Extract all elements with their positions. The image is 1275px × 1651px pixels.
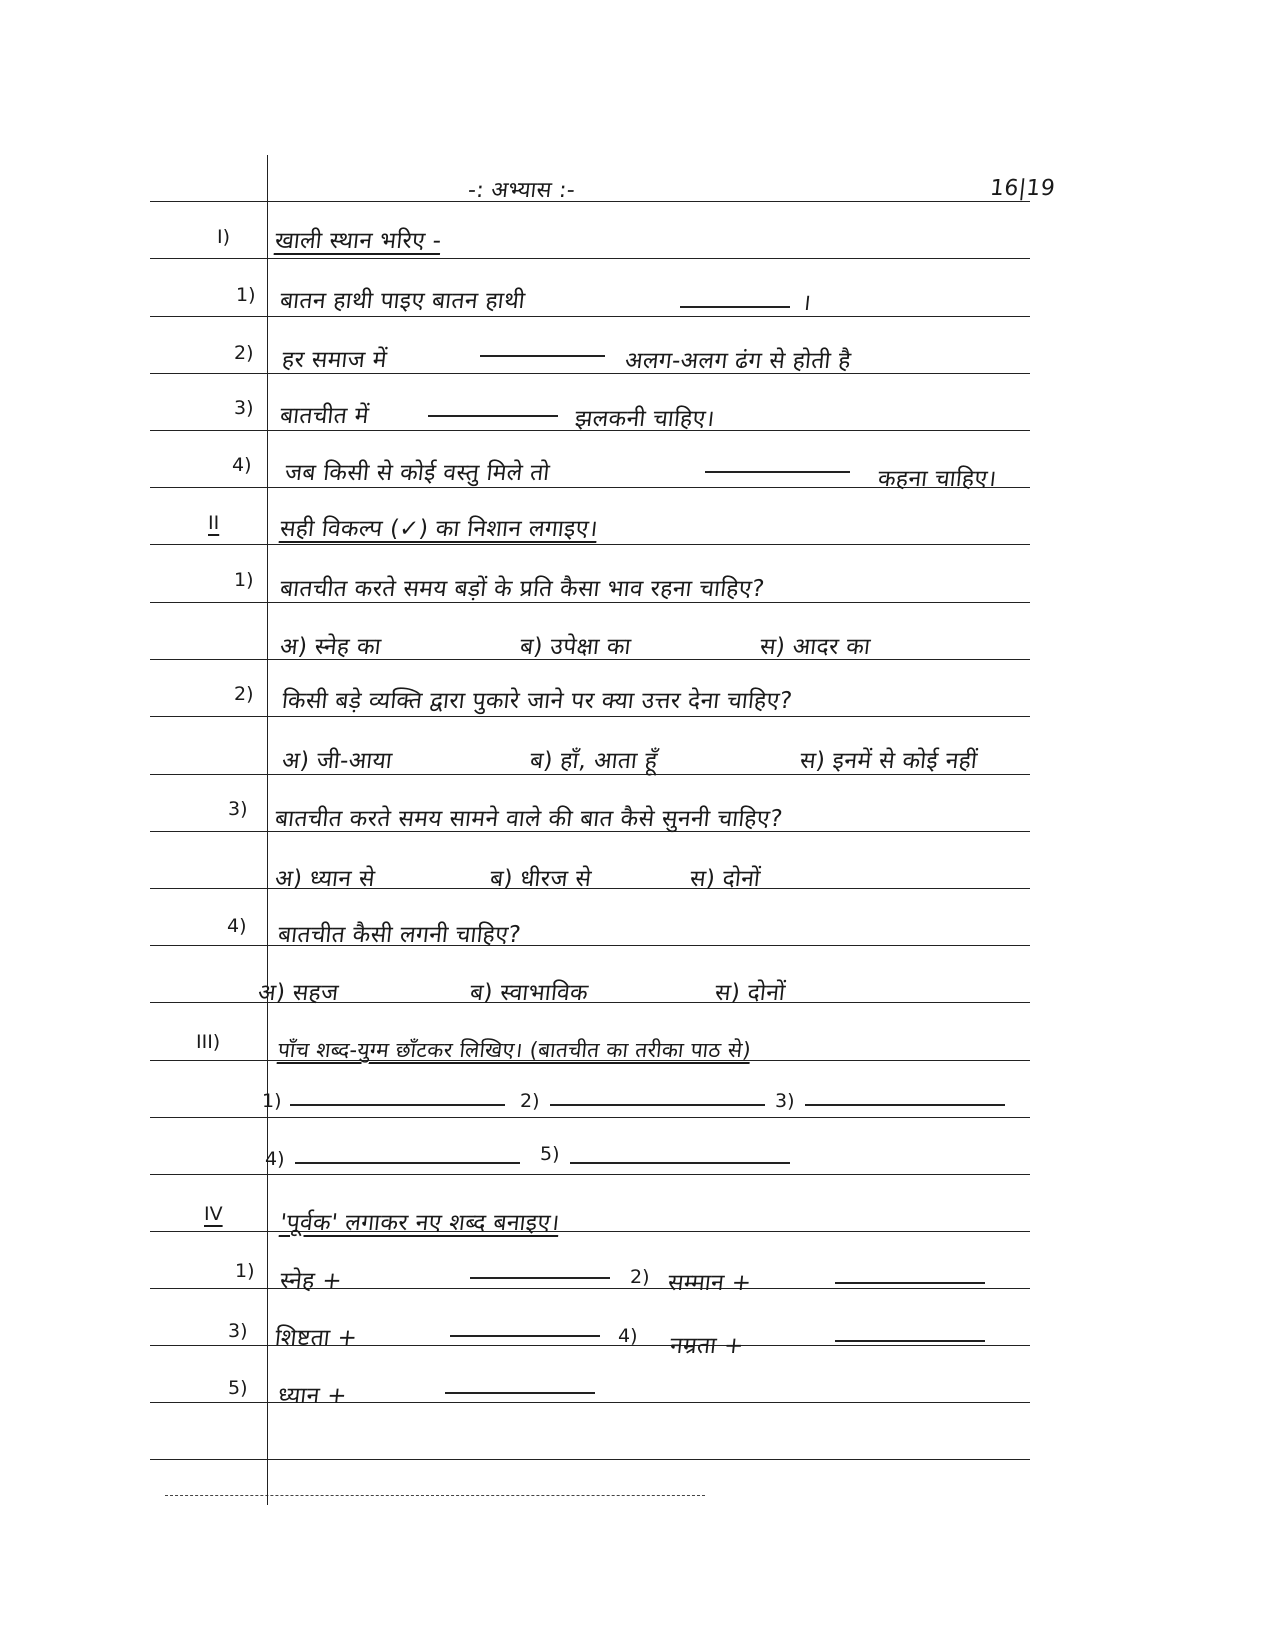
mcq-option: स) दोनों (688, 866, 762, 892)
ruled-line (150, 373, 1030, 374)
answer-blank (570, 1162, 790, 1164)
item-number: 1) (235, 1260, 255, 1282)
fill-question-text: बातचीत में (278, 403, 371, 429)
mcq-option: स) इनमें से कोई नहीं (798, 748, 979, 774)
answer-blank (835, 1340, 985, 1342)
word-prompt: नम्रता + (668, 1333, 746, 1359)
answer-slot-number: 4) (265, 1148, 285, 1170)
item-number: 2) (234, 342, 254, 364)
mcq-option: अ) जी-आया (280, 748, 394, 774)
mcq-option: ब) धीरज से (488, 866, 593, 892)
mcq-option: स) दोनों (713, 980, 787, 1006)
mcq-option: अ) स्नेह का (278, 634, 383, 660)
answer-blank (835, 1282, 985, 1284)
mcq-option: अ) ध्यान से (273, 866, 377, 892)
mcq-question: किसी बड़े व्यक्ति द्वारा पुकारे जाने पर क्या उत्तर देना चाहिए? (280, 688, 794, 714)
section-heading: 'पूर्वक' लगाकर नए शब्द बनाइए। (278, 1210, 561, 1236)
ruled-line (150, 1117, 1030, 1118)
ruled-line (150, 544, 1030, 545)
mcq-option: ब) हाँ, आता हूँ (528, 748, 659, 774)
item-number: 2) (630, 1266, 650, 1288)
question-number: 3) (228, 798, 248, 820)
fill-question-text: हर समाज में (280, 347, 389, 373)
answer-blank (290, 1104, 505, 1106)
answer-blank (705, 471, 850, 473)
mcq-question: बातचीत करते समय सामने वाले की बात कैसे सुननी चाहिए? (273, 806, 784, 832)
question-number: 4) (227, 915, 247, 937)
word-prompt: सम्मान + (666, 1270, 753, 1296)
word-prompt: स्नेह + (278, 1268, 344, 1294)
answer-blank (450, 1335, 600, 1337)
answer-blank (805, 1104, 1005, 1106)
answer-blank (428, 415, 558, 417)
answer-blank (680, 306, 790, 308)
answer-blank (295, 1162, 520, 1164)
mcq-option: ब) उपेक्षा का (518, 634, 633, 660)
ruled-line (150, 1459, 1030, 1460)
item-number: 1) (236, 284, 256, 306)
word-prompt: शिष्टता + (273, 1325, 359, 1351)
question-number: 1) (234, 569, 254, 591)
answer-blank (480, 355, 605, 357)
ruled-line (150, 201, 1030, 202)
section-marker: I) (217, 226, 231, 248)
ruled-line (150, 1174, 1030, 1175)
ruled-line (150, 716, 1030, 717)
answer-slot-number: 5) (540, 1143, 560, 1165)
mcq-option: ब) स्वाभाविक (468, 980, 590, 1006)
mcq-question: बातचीत कैसी लगनी चाहिए? (276, 922, 523, 948)
answer-blank (470, 1277, 610, 1279)
fill-question-end: कहना चाहिए। (876, 466, 998, 492)
ruled-line (150, 774, 1030, 775)
margin-line (267, 155, 268, 1505)
mcq-question: बातचीत करते समय बड़ों के प्रति कैसा भाव रहना चाहिए? (278, 576, 766, 602)
word-prompt: ध्यान + (276, 1383, 349, 1409)
answer-slot-number: 2) (520, 1090, 540, 1112)
question-number: 2) (234, 683, 254, 705)
ruled-line-partial (165, 1495, 705, 1496)
fill-question-end: । (800, 290, 813, 316)
page-number: 16|19 (988, 176, 1057, 201)
ruled-line (150, 316, 1030, 317)
ruled-line (150, 602, 1030, 603)
section-heading: सही विकल्प (✓) का निशान लगाइए। (278, 516, 600, 542)
item-number: 5) (228, 1377, 248, 1399)
answer-slot-number: 1) (262, 1090, 282, 1112)
fill-question-end: झलकनी चाहिए। (573, 406, 716, 432)
mcq-option: अ) सहज (256, 980, 340, 1006)
fill-question-text: बातन हाथी पाइए बातन हाथी (278, 288, 527, 314)
answer-blank (445, 1392, 595, 1394)
page-title: -: अभ्यास :- (466, 178, 577, 203)
section-marker: III) (196, 1031, 221, 1053)
item-number: 4) (618, 1325, 638, 1347)
item-number: 4) (232, 454, 252, 476)
mcq-option: स) आदर का (758, 634, 872, 660)
section-heading: पाँच शब्द-युग्म छाँटकर लिखिए। (बातचीत का तरीका पाठ से) (276, 1038, 753, 1062)
fill-question-text: जब किसी से कोई वस्तु मिले तो (283, 460, 551, 486)
item-number: 3) (228, 1320, 248, 1342)
answer-blank (550, 1104, 765, 1106)
ruled-line (150, 258, 1030, 259)
section-heading: खाली स्थान भरिए - (273, 228, 443, 254)
section-marker: IV (204, 1203, 223, 1225)
fill-question-end: अलग-अलग ढंग से होती है (623, 348, 853, 374)
item-number: 3) (234, 397, 254, 419)
section-marker: II (208, 512, 220, 534)
answer-slot-number: 3) (775, 1090, 795, 1112)
